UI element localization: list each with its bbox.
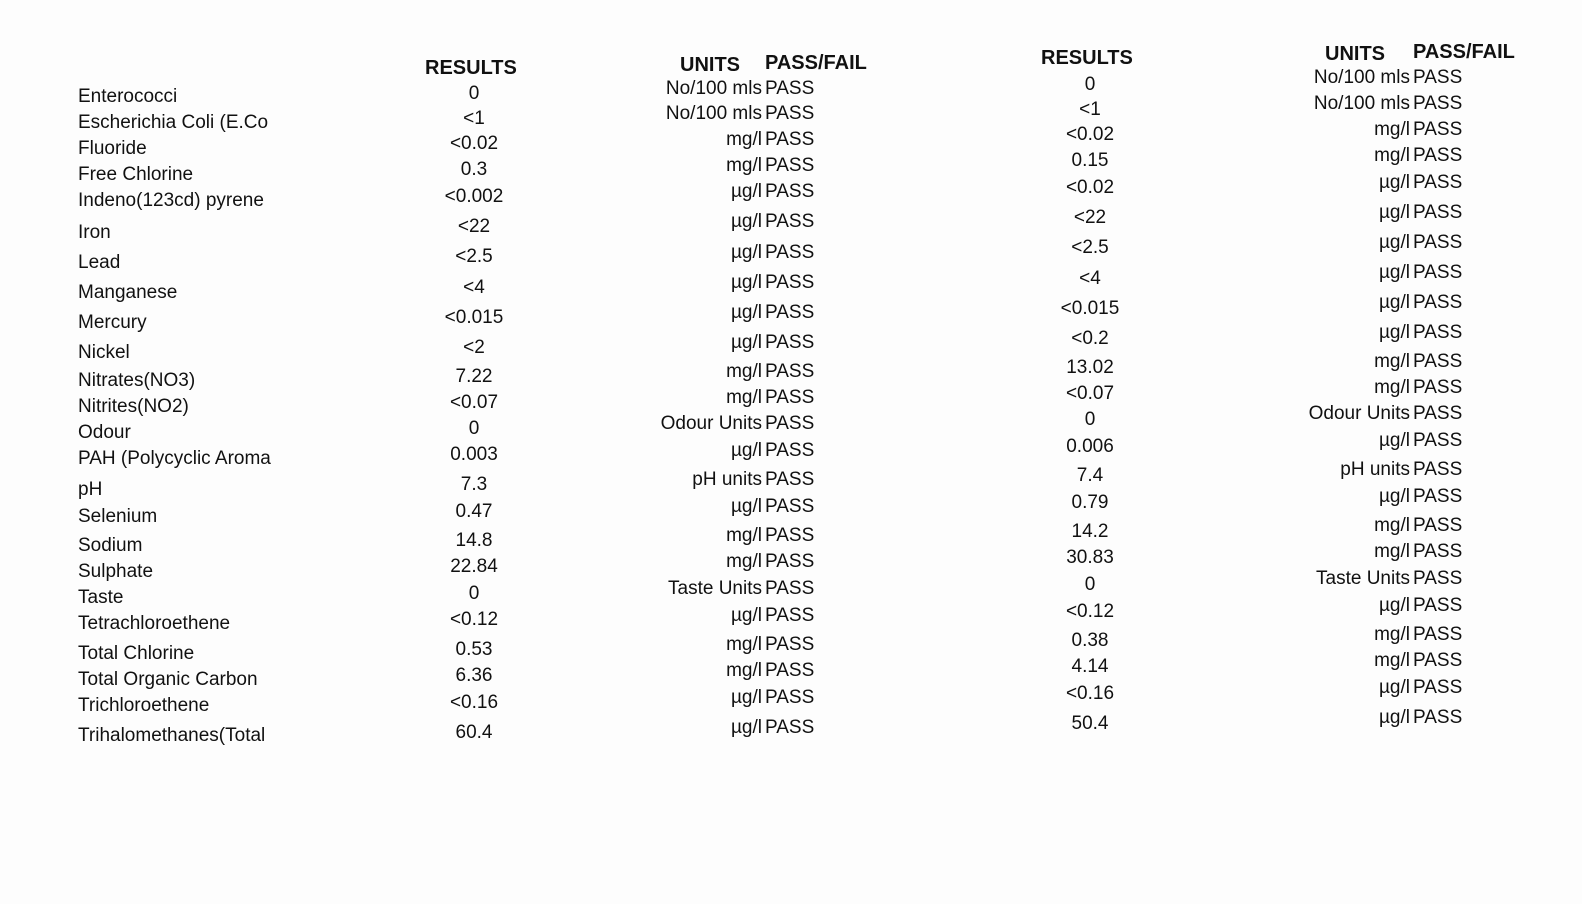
unit-value-1: µg/l <box>730 181 762 202</box>
unit-value-2: µg/l <box>1378 430 1410 451</box>
result-value-1: 0 <box>468 83 480 104</box>
result-value-1: 0 <box>468 583 480 604</box>
result-value-2: 14.2 <box>1071 521 1109 542</box>
result-value-2: <0.02 <box>1065 177 1115 198</box>
result-value-2: 0.006 <box>1066 436 1114 457</box>
unit-value-1: mg/l <box>726 387 762 408</box>
pass-fail-1: PASS <box>765 578 815 599</box>
result-value-1: <22 <box>457 216 491 237</box>
result-value-1: <2 <box>463 337 485 358</box>
result-value-2: <2.5 <box>1071 237 1109 258</box>
pass-fail-1: PASS <box>765 717 815 738</box>
row-label: Total Chlorine <box>78 644 195 663</box>
unit-value-1: µg/l <box>730 332 762 353</box>
result-value-2: 50.4 <box>1071 713 1109 734</box>
unit-value-2: mg/l <box>1374 119 1410 140</box>
result-value-2: <0.07 <box>1065 383 1115 404</box>
unit-value-1: µg/l <box>730 440 762 461</box>
row-label: Iron <box>78 223 111 242</box>
result-value-1: <2.5 <box>455 246 493 267</box>
pass-fail-2: PASS <box>1413 202 1463 223</box>
unit-value-1: µg/l <box>730 496 762 517</box>
unit-value-2: µg/l <box>1378 595 1410 616</box>
unit-value-2: mg/l <box>1374 351 1410 372</box>
result-value-2: <22 <box>1073 207 1107 228</box>
row-label: Enterococci <box>78 87 178 106</box>
pass-fail-2: PASS <box>1413 568 1463 589</box>
pass-fail-1: PASS <box>765 440 815 461</box>
unit-value-2: µg/l <box>1378 232 1410 253</box>
unit-value-1: µg/l <box>730 272 762 293</box>
pass-fail-1: PASS <box>765 387 815 408</box>
pass-fail-2: PASS <box>1413 377 1463 398</box>
row-label: Lead <box>78 253 121 272</box>
pass-fail-2: PASS <box>1413 430 1463 451</box>
result-value-2: <0.2 <box>1071 328 1109 349</box>
unit-value-2: µg/l <box>1378 292 1410 313</box>
unit-value-1: µg/l <box>730 211 762 232</box>
unit-value-1: Odour Units <box>660 413 762 434</box>
row-label: Sulphate <box>78 562 154 581</box>
unit-value-1: mg/l <box>726 660 762 681</box>
result-value-1: 60.4 <box>455 722 493 743</box>
result-value-2: 7.4 <box>1076 465 1104 486</box>
unit-value-2: No/100 mls <box>1313 93 1410 114</box>
pass-fail-2: PASS <box>1413 541 1463 562</box>
pass-fail-1: PASS <box>765 181 815 202</box>
results-header-2: RESULTS <box>1041 47 1133 69</box>
result-value-2: 4.14 <box>1071 656 1109 677</box>
result-value-1: 0 <box>468 418 480 439</box>
passfail-header-2: PASS/FAIL <box>1413 41 1515 63</box>
unit-value-2: Odour Units <box>1308 403 1410 424</box>
pass-fail-1: PASS <box>765 634 815 655</box>
result-value-1: <0.16 <box>449 692 499 713</box>
result-value-1: 0.53 <box>455 639 493 660</box>
unit-value-2: mg/l <box>1374 650 1410 671</box>
result-value-1: <0.02 <box>449 133 499 154</box>
pass-fail-2: PASS <box>1413 93 1463 114</box>
unit-value-1: mg/l <box>726 155 762 176</box>
result-value-2: 0.38 <box>1071 630 1109 651</box>
unit-value-2: pH units <box>1340 459 1410 480</box>
row-label: Selenium <box>78 507 158 526</box>
result-value-1: <0.12 <box>449 609 499 630</box>
result-value-1: 14.8 <box>455 530 493 551</box>
row-label: Trichloroethene <box>78 696 210 715</box>
result-value-1: <0.002 <box>444 186 504 207</box>
pass-fail-1: PASS <box>765 660 815 681</box>
pass-fail-2: PASS <box>1413 172 1463 193</box>
pass-fail-2: PASS <box>1413 322 1463 343</box>
result-value-2: 0 <box>1084 409 1096 430</box>
pass-fail-1: PASS <box>765 525 815 546</box>
unit-value-2: µg/l <box>1378 172 1410 193</box>
row-label: PAH (Polycyclic Aroma <box>78 449 271 468</box>
row-label: Tetrachloroethene <box>78 614 231 633</box>
unit-value-2: µg/l <box>1378 486 1410 507</box>
result-value-1: 0.3 <box>460 159 488 180</box>
unit-value-1: mg/l <box>726 634 762 655</box>
result-value-2: 0.15 <box>1071 150 1109 171</box>
result-value-2: <0.12 <box>1065 601 1115 622</box>
row-label: Nickel <box>78 343 130 362</box>
pass-fail-2: PASS <box>1413 232 1463 253</box>
result-value-2: 0 <box>1084 574 1096 595</box>
row-label: Mercury <box>78 313 147 332</box>
unit-value-1: No/100 mls <box>665 78 762 99</box>
unit-value-2: mg/l <box>1374 145 1410 166</box>
result-value-2: 0 <box>1084 74 1096 95</box>
pass-fail-2: PASS <box>1413 459 1463 480</box>
unit-value-1: mg/l <box>726 551 762 572</box>
pass-fail-2: PASS <box>1413 677 1463 698</box>
row-label: pH <box>78 480 103 499</box>
result-value-2: 0.79 <box>1071 492 1109 513</box>
pass-fail-1: PASS <box>765 361 815 382</box>
units-header-2: UNITS <box>1325 43 1385 65</box>
result-value-1: <0.07 <box>449 392 499 413</box>
units-header-1: UNITS <box>680 54 740 76</box>
unit-value-1: µg/l <box>730 687 762 708</box>
result-value-1: 6.36 <box>455 665 493 686</box>
pass-fail-1: PASS <box>765 469 815 490</box>
pass-fail-1: PASS <box>765 302 815 323</box>
unit-value-1: No/100 mls <box>665 103 762 124</box>
results-header-1: RESULTS <box>425 57 517 79</box>
pass-fail-2: PASS <box>1413 262 1463 283</box>
pass-fail-2: PASS <box>1413 145 1463 166</box>
row-label: Nitrites(NO2) <box>78 397 189 416</box>
row-label: Taste <box>78 588 124 607</box>
pass-fail-2: PASS <box>1413 486 1463 507</box>
unit-value-2: mg/l <box>1374 624 1410 645</box>
pass-fail-2: PASS <box>1413 515 1463 536</box>
unit-value-2: µg/l <box>1378 322 1410 343</box>
row-label: Trihalomethanes(Total <box>78 726 266 745</box>
unit-value-1: mg/l <box>726 361 762 382</box>
unit-value-2: µg/l <box>1378 262 1410 283</box>
row-label: Fluoride <box>78 139 147 158</box>
passfail-header-1: PASS/FAIL <box>765 52 867 74</box>
result-value-2: <0.02 <box>1065 124 1115 145</box>
pass-fail-1: PASS <box>765 242 815 263</box>
unit-value-2: µg/l <box>1378 707 1410 728</box>
pass-fail-2: PASS <box>1413 650 1463 671</box>
pass-fail-2: PASS <box>1413 119 1463 140</box>
pass-fail-2: PASS <box>1413 707 1463 728</box>
result-value-2: 30.83 <box>1066 547 1114 568</box>
pass-fail-2: PASS <box>1413 624 1463 645</box>
unit-value-2: Taste Units <box>1316 568 1410 589</box>
result-value-1: 0.47 <box>455 501 493 522</box>
pass-fail-1: PASS <box>765 496 815 517</box>
result-value-1: <1 <box>463 108 485 129</box>
unit-value-2: µg/l <box>1378 677 1410 698</box>
result-value-2: <4 <box>1079 268 1101 289</box>
row-label: Nitrates(NO3) <box>78 371 196 390</box>
unit-value-1: mg/l <box>726 525 762 546</box>
result-value-2: <1 <box>1079 99 1101 120</box>
unit-value-2: µg/l <box>1378 202 1410 223</box>
pass-fail-2: PASS <box>1413 595 1463 616</box>
pass-fail-2: PASS <box>1413 403 1463 424</box>
pass-fail-1: PASS <box>765 551 815 572</box>
unit-value-2: No/100 mls <box>1313 67 1410 88</box>
unit-value-1: mg/l <box>726 129 762 150</box>
row-label: Total Organic Carbon <box>78 670 258 689</box>
pass-fail-1: PASS <box>765 332 815 353</box>
unit-value-1: µg/l <box>730 717 762 738</box>
unit-value-1: Taste Units <box>668 578 762 599</box>
pass-fail-1: PASS <box>765 687 815 708</box>
pass-fail-1: PASS <box>765 78 815 99</box>
pass-fail-2: PASS <box>1413 292 1463 313</box>
pass-fail-1: PASS <box>765 129 815 150</box>
result-value-1: 7.22 <box>455 366 493 387</box>
unit-value-1: pH units <box>692 469 762 490</box>
pass-fail-2: PASS <box>1413 351 1463 372</box>
unit-value-2: mg/l <box>1374 541 1410 562</box>
result-value-2: 13.02 <box>1066 357 1114 378</box>
unit-value-2: mg/l <box>1374 377 1410 398</box>
pass-fail-1: PASS <box>765 103 815 124</box>
pass-fail-2: PASS <box>1413 67 1463 88</box>
result-value-1: 0.003 <box>450 444 498 465</box>
row-label: Sodium <box>78 536 143 555</box>
pass-fail-1: PASS <box>765 605 815 626</box>
row-label: Free Chlorine <box>78 165 194 184</box>
row-label: Odour <box>78 423 131 442</box>
unit-value-1: µg/l <box>730 302 762 323</box>
pass-fail-1: PASS <box>765 272 815 293</box>
result-value-1: <0.015 <box>444 307 504 328</box>
result-value-1: 7.3 <box>460 474 488 495</box>
result-value-2: <0.16 <box>1065 683 1115 704</box>
pass-fail-1: PASS <box>765 413 815 434</box>
row-label: Manganese <box>78 283 178 302</box>
result-value-2: <0.015 <box>1060 298 1120 319</box>
unit-value-1: µg/l <box>730 242 762 263</box>
pass-fail-1: PASS <box>765 211 815 232</box>
unit-value-1: µg/l <box>730 605 762 626</box>
row-label: Indeno(123cd) pyrene <box>78 191 264 210</box>
unit-value-2: mg/l <box>1374 515 1410 536</box>
result-value-1: <4 <box>463 277 485 298</box>
row-label: Escherichia Coli (E.Co <box>78 113 269 132</box>
result-value-1: 22.84 <box>450 556 498 577</box>
pass-fail-1: PASS <box>765 155 815 176</box>
